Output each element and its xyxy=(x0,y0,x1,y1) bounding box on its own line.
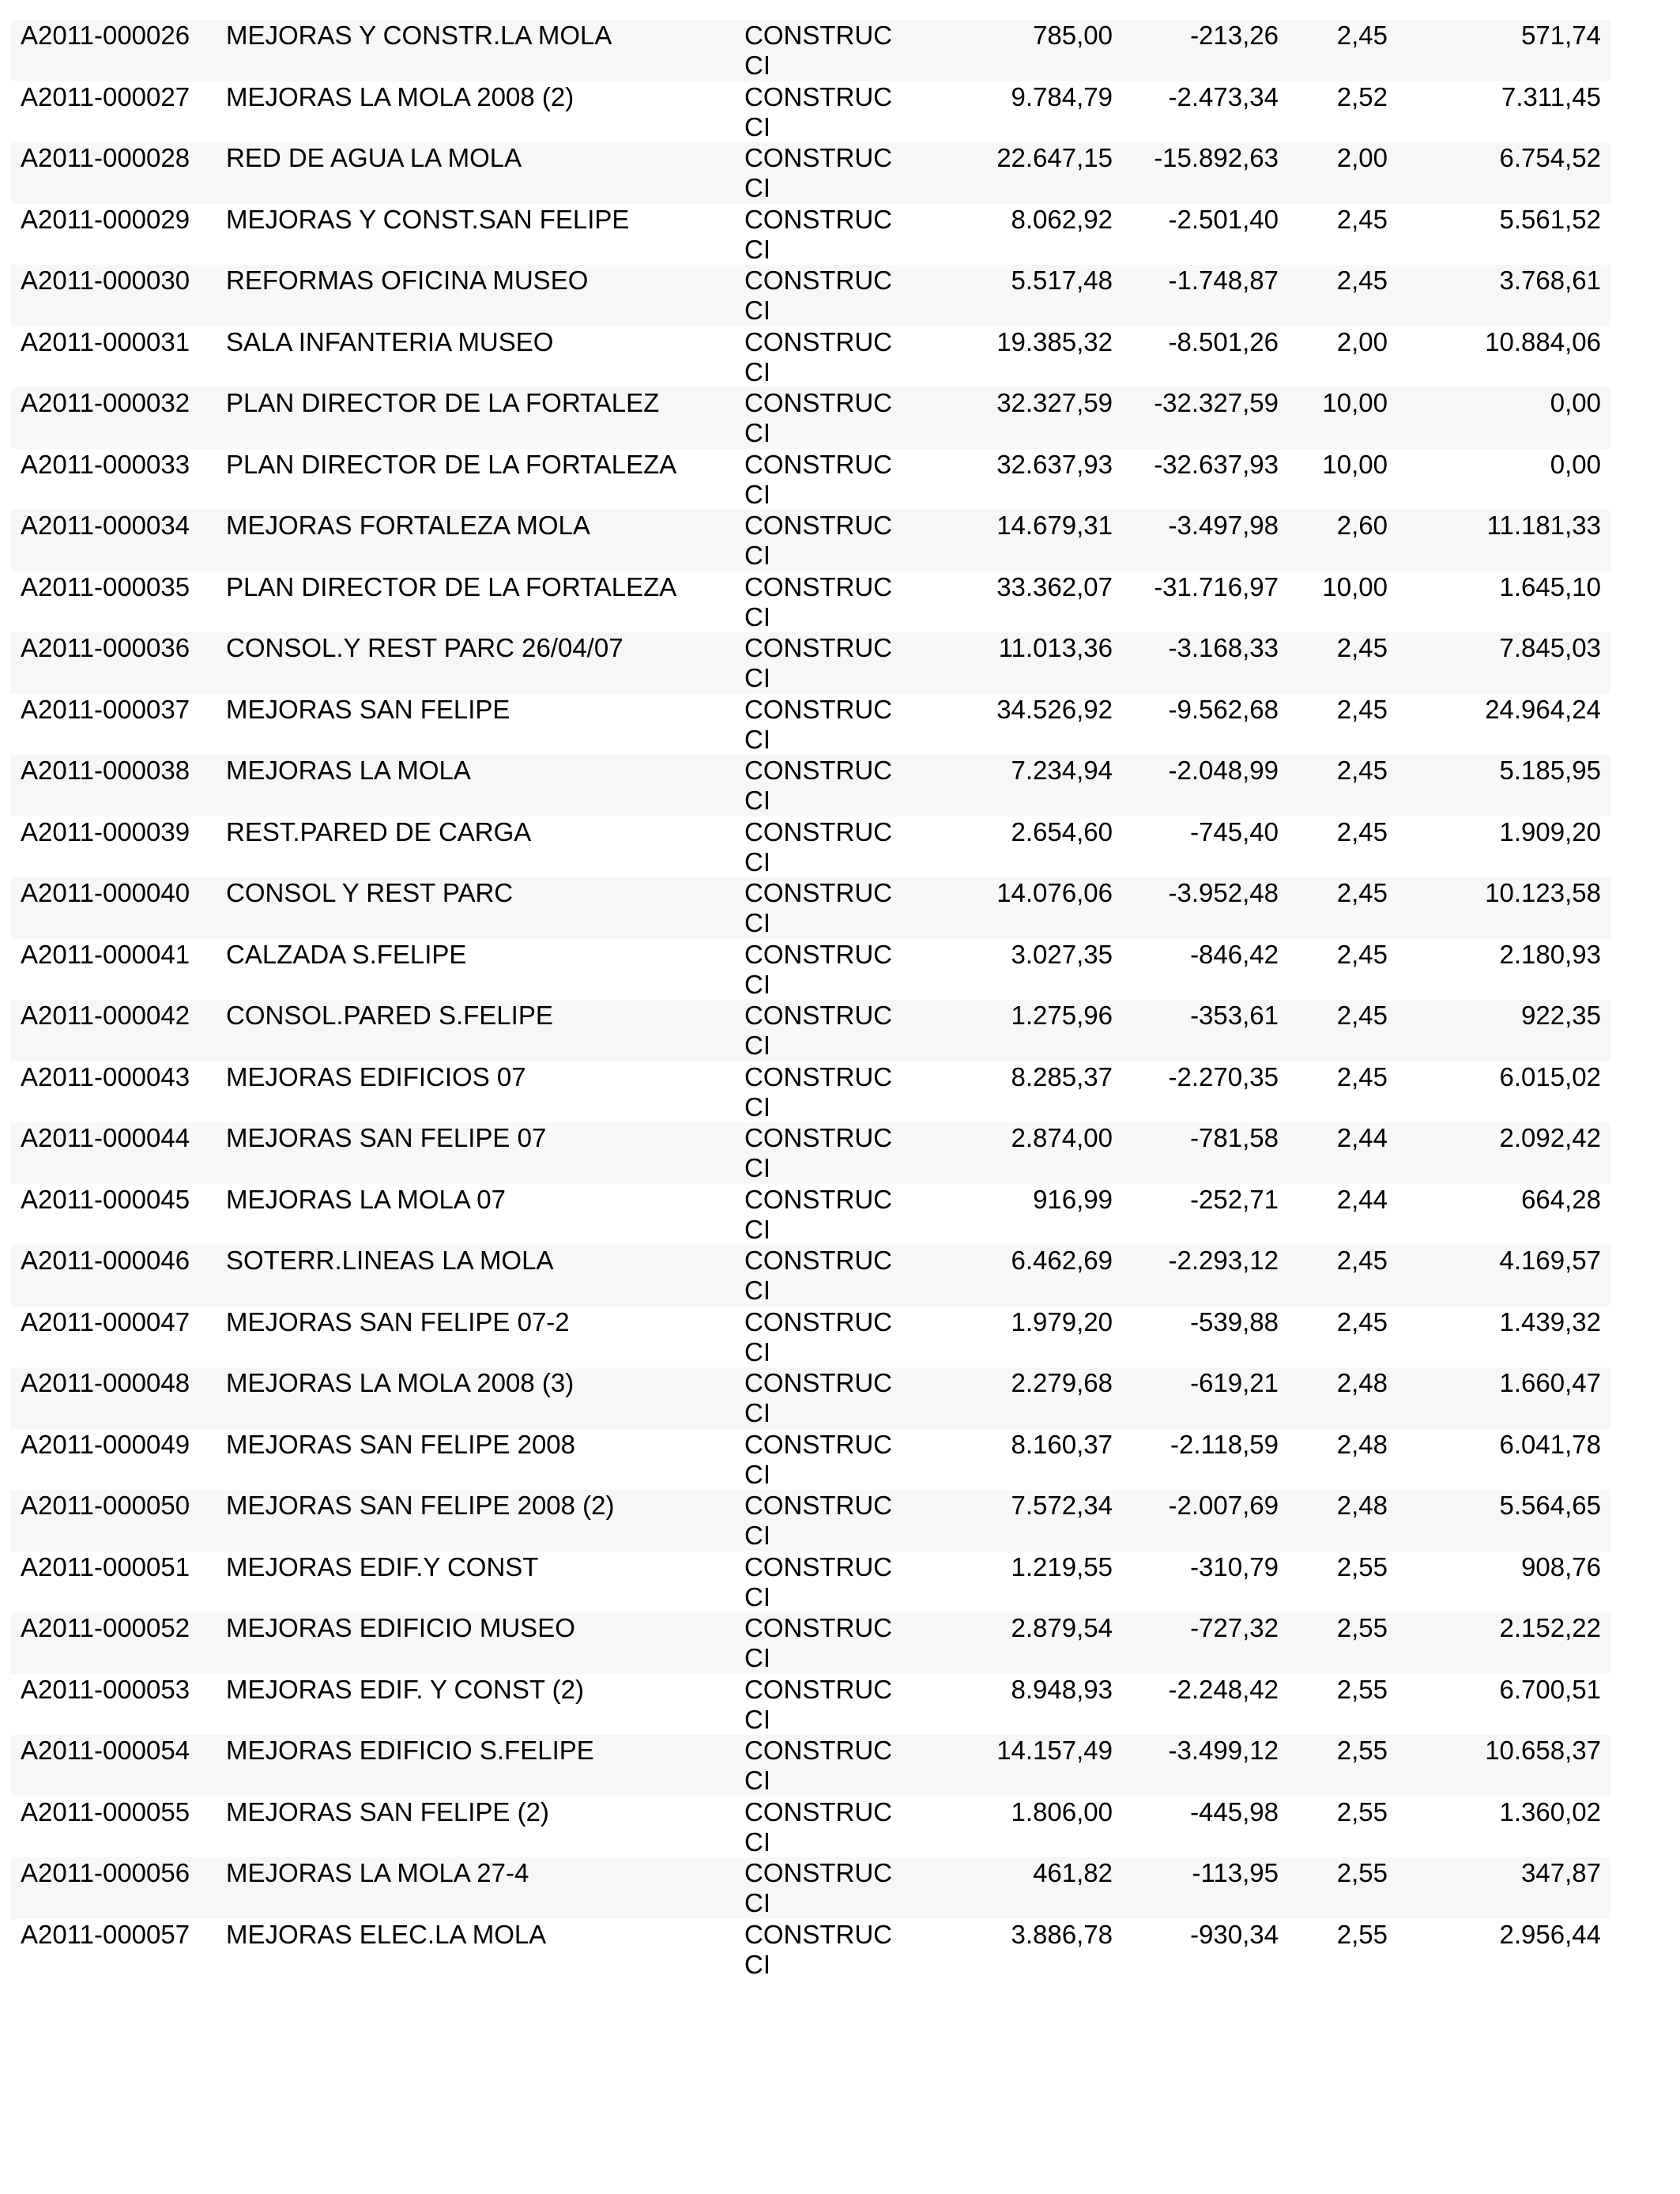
table-row xyxy=(11,1796,1610,1858)
asset-description: MEJORAS ELEC.LA MOLA xyxy=(226,1919,547,1949)
asset-code: A2011-000049 xyxy=(21,1429,190,1459)
net-value: 6.015,02 xyxy=(1499,1061,1601,1091)
asset-description: MEJORAS SAN FELIPE 07 xyxy=(226,1123,547,1152)
asset-description: REST.PARED DE CARGA xyxy=(226,816,532,846)
acquisition-amount: 33.362,07 xyxy=(996,571,1113,601)
depreciation-rate: 2,45 xyxy=(1336,1306,1388,1336)
table-row xyxy=(11,1061,1610,1123)
table-row xyxy=(11,1184,1610,1246)
asset-code: A2011-000026 xyxy=(21,21,190,50)
asset-code: A2011-000051 xyxy=(21,1551,190,1581)
table-row xyxy=(11,1674,1610,1736)
net-value: 5.185,95 xyxy=(1499,756,1601,785)
asset-type: CONSTRUCCI xyxy=(744,1551,892,1612)
acquisition-amount: 1.806,00 xyxy=(1011,1796,1113,1826)
asset-type: CONSTRUCCI xyxy=(744,21,892,80)
net-value: 6.754,52 xyxy=(1499,143,1601,172)
acquisition-amount: 2.879,54 xyxy=(1011,1613,1113,1642)
net-value: 2.956,44 xyxy=(1499,1919,1601,1949)
accumulated-depreciation: -781,58 xyxy=(1190,1123,1279,1152)
asset-type: CONSTRUCCI xyxy=(744,633,892,692)
asset-description: MEJORAS SAN FELIPE (2) xyxy=(226,1796,549,1826)
net-value: 5.564,65 xyxy=(1499,1491,1601,1520)
asset-code: A2011-000030 xyxy=(21,266,190,295)
table-row xyxy=(11,1551,1610,1613)
acquisition-amount: 5.517,48 xyxy=(1011,266,1113,295)
accumulated-depreciation: -2.270,35 xyxy=(1168,1061,1279,1091)
acquisition-amount: 32.637,93 xyxy=(996,449,1113,479)
table-row xyxy=(11,1122,1610,1184)
asset-description: MEJORAS Y CONST.SAN FELIPE xyxy=(226,204,630,234)
accumulated-depreciation: -252,71 xyxy=(1190,1184,1279,1214)
asset-type: CONSTRUCCI xyxy=(744,204,892,264)
asset-description: MEJORAS SAN FELIPE xyxy=(226,694,510,724)
asset-type: CONSTRUCCI xyxy=(744,878,892,937)
depreciation-rate: 2,55 xyxy=(1336,1736,1388,1765)
table-row xyxy=(11,204,1610,266)
asset-description: MEJORAS FORTALEZA MOLA xyxy=(226,511,590,540)
accumulated-depreciation: -3.168,33 xyxy=(1168,633,1279,662)
depreciation-rate: 2,55 xyxy=(1336,1613,1388,1642)
table-row xyxy=(11,1490,1610,1551)
accumulated-depreciation: -539,88 xyxy=(1190,1306,1279,1336)
accumulated-depreciation: -1.748,87 xyxy=(1168,266,1279,295)
net-value: 3.768,61 xyxy=(1499,266,1601,295)
asset-code: A2011-000056 xyxy=(21,1858,190,1887)
asset-type: CONSTRUCCI xyxy=(744,1061,892,1122)
asset-type: CONSTRUCCI xyxy=(744,326,892,386)
net-value: 1.645,10 xyxy=(1499,571,1601,601)
net-value: 908,76 xyxy=(1521,1551,1601,1581)
net-value: 11.181,33 xyxy=(1486,511,1601,540)
depreciation-rate: 2,45 xyxy=(1336,204,1388,234)
asset-code: A2011-000054 xyxy=(21,1736,190,1765)
acquisition-amount: 785,00 xyxy=(1033,21,1113,50)
accumulated-depreciation: -3.952,48 xyxy=(1168,878,1279,907)
asset-type: CONSTRUCCI xyxy=(744,1858,892,1917)
depreciation-rate: 2,52 xyxy=(1336,81,1388,111)
net-value: 0,00 xyxy=(1550,388,1601,417)
asset-type: CONSTRUCCI xyxy=(744,816,892,876)
net-value: 571,74 xyxy=(1521,21,1601,50)
table-row xyxy=(11,877,1610,939)
asset-type: CONSTRUCCI xyxy=(744,571,892,631)
accumulated-depreciation: -3.497,98 xyxy=(1168,511,1279,540)
net-value: 10.658,37 xyxy=(1485,1736,1601,1765)
acquisition-amount: 8.062,92 xyxy=(1011,204,1113,234)
accumulated-depreciation: -2.501,40 xyxy=(1168,204,1279,234)
depreciation-rate: 2,60 xyxy=(1336,511,1388,540)
table-row xyxy=(11,387,1610,449)
asset-code: A2011-000047 xyxy=(21,1306,190,1336)
depreciation-rate: 2,45 xyxy=(1336,878,1388,907)
asset-code: A2011-000035 xyxy=(21,571,190,601)
asset-code: A2011-000028 xyxy=(21,143,190,172)
net-value: 1.909,20 xyxy=(1499,816,1601,846)
acquisition-amount: 2.654,60 xyxy=(1011,816,1113,846)
accumulated-depreciation: -8.501,26 xyxy=(1168,326,1279,356)
accumulated-depreciation: -2.118,59 xyxy=(1170,1429,1279,1459)
depreciation-rate: 2,48 xyxy=(1336,1491,1388,1520)
acquisition-amount: 7.572,34 xyxy=(1011,1491,1113,1520)
net-value: 347,87 xyxy=(1521,1858,1601,1887)
net-value: 7.845,03 xyxy=(1499,633,1601,662)
asset-type: CONSTRUCCI xyxy=(744,1736,892,1795)
net-value: 10.884,06 xyxy=(1485,326,1601,356)
asset-description: MEJORAS EDIF.Y CONST xyxy=(226,1551,539,1581)
table-row xyxy=(11,20,1610,81)
acquisition-amount: 8.948,93 xyxy=(1011,1674,1113,1704)
depreciation-rate: 2,55 xyxy=(1336,1919,1388,1949)
depreciation-rate: 2,55 xyxy=(1336,1674,1388,1704)
depreciation-rate: 2,45 xyxy=(1336,1001,1388,1030)
asset-type: CONSTRUCCI xyxy=(744,1184,892,1244)
table-row xyxy=(11,571,1610,633)
asset-code: A2011-000050 xyxy=(21,1491,190,1520)
table-row xyxy=(11,1919,1610,1981)
asset-code: A2011-000042 xyxy=(21,1001,190,1030)
depreciation-rate: 2,55 xyxy=(1336,1858,1388,1887)
net-value: 4.169,57 xyxy=(1499,1246,1601,1275)
accumulated-depreciation: -745,40 xyxy=(1190,816,1279,846)
accumulated-depreciation: -727,32 xyxy=(1190,1613,1279,1642)
table-row xyxy=(11,1612,1610,1674)
asset-code: A2011-000053 xyxy=(21,1674,190,1704)
table-row xyxy=(11,1735,1610,1796)
depreciation-rate: 10,00 xyxy=(1322,449,1388,479)
accumulated-depreciation: -310,79 xyxy=(1190,1551,1279,1581)
asset-code: A2011-000031 xyxy=(21,326,190,356)
table-row xyxy=(11,449,1610,511)
asset-description: CONSOL.PARED S.FELIPE xyxy=(226,1001,553,1030)
asset-code: A2011-000040 xyxy=(21,878,190,907)
table-row xyxy=(11,1245,1610,1306)
asset-code: A2011-000043 xyxy=(21,1061,190,1091)
asset-type: CONSTRUCCI xyxy=(744,1368,892,1427)
net-value: 1.439,32 xyxy=(1499,1306,1601,1336)
accumulated-depreciation: -32.327,59 xyxy=(1154,388,1279,417)
asset-type: CONSTRUCCI xyxy=(744,1306,892,1367)
table-row xyxy=(11,1429,1610,1491)
depreciation-rate: 2,45 xyxy=(1336,21,1388,50)
asset-type: CONSTRUCCI xyxy=(744,1001,892,1060)
net-value: 2.180,93 xyxy=(1499,939,1601,969)
depreciation-rate: 2,48 xyxy=(1336,1368,1388,1397)
asset-description: MEJORAS SAN FELIPE 2008 xyxy=(226,1429,576,1459)
table-row xyxy=(11,510,1610,571)
asset-code: A2011-000038 xyxy=(21,756,190,785)
acquisition-amount: 1.979,20 xyxy=(1011,1306,1113,1336)
asset-description: CONSOL Y REST PARC xyxy=(226,878,514,907)
depreciation-rate: 2,00 xyxy=(1336,326,1388,356)
net-value: 5.561,52 xyxy=(1499,204,1601,234)
asset-type: CONSTRUCCI xyxy=(744,143,892,202)
asset-description: SOTERR.LINEAS LA MOLA xyxy=(226,1246,554,1275)
table-row xyxy=(11,755,1610,816)
accumulated-depreciation: -930,34 xyxy=(1190,1919,1279,1949)
depreciation-rate: 10,00 xyxy=(1322,388,1388,417)
asset-description: RED DE AGUA LA MOLA xyxy=(226,143,522,172)
asset-type: CONSTRUCCI xyxy=(744,1919,892,1979)
acquisition-amount: 32.327,59 xyxy=(996,388,1113,417)
accumulated-depreciation: -846,42 xyxy=(1190,939,1279,969)
acquisition-amount: 8.285,37 xyxy=(1011,1061,1113,1091)
acquisition-amount: 11.013,36 xyxy=(998,633,1113,662)
asset-type: CONSTRUCCI xyxy=(744,694,892,754)
accumulated-depreciation: -2.473,34 xyxy=(1168,81,1279,111)
asset-description: MEJORAS LA MOLA xyxy=(226,756,471,785)
acquisition-amount: 19.385,32 xyxy=(996,326,1113,356)
table-row xyxy=(11,326,1610,388)
asset-description: MEJORAS LA MOLA 27-4 xyxy=(226,1858,529,1887)
asset-description: CONSOL.Y REST PARC 26/04/07 xyxy=(226,633,623,662)
acquisition-amount: 461,82 xyxy=(1033,1858,1113,1887)
asset-description: MEJORAS EDIFICIO S.FELIPE xyxy=(226,1736,594,1765)
asset-description: MEJORAS EDIF. Y CONST (2) xyxy=(226,1674,584,1704)
acquisition-amount: 916,99 xyxy=(1033,1184,1113,1214)
accumulated-depreciation: -213,26 xyxy=(1190,21,1279,50)
asset-type: CONSTRUCCI xyxy=(744,1796,892,1857)
acquisition-amount: 2.279,68 xyxy=(1011,1368,1113,1397)
asset-description: REFORMAS OFICINA MUSEO xyxy=(226,266,589,295)
table-row xyxy=(11,265,1610,326)
depreciation-rate: 2,00 xyxy=(1336,143,1388,172)
asset-description: MEJORAS LA MOLA 07 xyxy=(226,1184,506,1214)
accumulated-depreciation: -3.499,12 xyxy=(1168,1736,1279,1765)
accumulated-depreciation: -15.892,63 xyxy=(1154,143,1279,172)
asset-type: CONSTRUCCI xyxy=(744,1429,892,1489)
asset-description: MEJORAS EDIFICIO MUSEO xyxy=(226,1613,575,1642)
asset-code: A2011-000052 xyxy=(21,1613,190,1642)
net-value: 922,35 xyxy=(1521,1001,1601,1030)
asset-type: CONSTRUCCI xyxy=(744,511,892,570)
acquisition-amount: 8.160,37 xyxy=(1011,1429,1113,1459)
accumulated-depreciation: -353,61 xyxy=(1190,1001,1279,1030)
asset-description: PLAN DIRECTOR DE LA FORTALEZA xyxy=(226,449,677,479)
accumulated-depreciation: -445,98 xyxy=(1190,1796,1279,1826)
depreciation-rate: 2,45 xyxy=(1336,694,1388,724)
table-row xyxy=(11,1306,1610,1368)
asset-type: CONSTRUCCI xyxy=(744,939,892,999)
net-value: 7.311,45 xyxy=(1501,81,1601,111)
accumulated-depreciation: -32.637,93 xyxy=(1154,449,1279,479)
asset-description: MEJORAS SAN FELIPE 07-2 xyxy=(226,1306,570,1336)
net-value: 6.041,78 xyxy=(1499,1429,1601,1459)
asset-type: CONSTRUCCI xyxy=(744,449,892,509)
net-value: 2.152,22 xyxy=(1499,1613,1601,1642)
depreciation-rate: 10,00 xyxy=(1322,571,1388,601)
net-value: 2.092,42 xyxy=(1499,1123,1601,1152)
acquisition-amount: 6.462,69 xyxy=(1011,1246,1113,1275)
depreciation-rate: 2,45 xyxy=(1336,1061,1388,1091)
asset-code: A2011-000044 xyxy=(21,1123,190,1152)
asset-type: CONSTRUCCI xyxy=(744,266,892,325)
acquisition-amount: 1.219,55 xyxy=(1011,1551,1113,1581)
table-row xyxy=(11,1367,1610,1429)
asset-code: A2011-000057 xyxy=(21,1919,190,1949)
asset-type: CONSTRUCCI xyxy=(744,81,892,141)
asset-code: A2011-000055 xyxy=(21,1796,190,1826)
table-row xyxy=(11,1857,1610,1919)
asset-code: A2011-000045 xyxy=(21,1184,190,1214)
accumulated-depreciation: -2.048,99 xyxy=(1168,756,1279,785)
accumulated-depreciation: -2.007,69 xyxy=(1168,1491,1279,1520)
acquisition-amount: 22.647,15 xyxy=(996,143,1113,172)
asset-type: CONSTRUCCI xyxy=(744,1491,892,1550)
depreciation-rate: 2,45 xyxy=(1336,816,1388,846)
table-row xyxy=(11,816,1610,878)
table-row xyxy=(11,1000,1610,1061)
asset-description: MEJORAS EDIFICIOS 07 xyxy=(226,1061,526,1091)
acquisition-amount: 14.679,31 xyxy=(996,511,1113,540)
net-value: 1.360,02 xyxy=(1499,1796,1601,1826)
depreciation-rate: 2,48 xyxy=(1336,1429,1388,1459)
net-value: 6.700,51 xyxy=(1499,1674,1601,1704)
asset-code: A2011-000039 xyxy=(21,816,190,846)
asset-code: A2011-000027 xyxy=(21,81,190,111)
acquisition-amount: 3.027,35 xyxy=(1011,939,1113,969)
table-row xyxy=(11,142,1610,204)
accumulated-depreciation: -2.248,42 xyxy=(1168,1674,1279,1704)
acquisition-amount: 7.234,94 xyxy=(1011,756,1113,785)
net-value: 24.964,24 xyxy=(1485,694,1601,724)
asset-code: A2011-000041 xyxy=(21,939,190,969)
accumulated-depreciation: -9.562,68 xyxy=(1168,694,1279,724)
net-value: 664,28 xyxy=(1521,1184,1601,1214)
asset-type: CONSTRUCCI xyxy=(744,388,892,447)
acquisition-amount: 9.784,79 xyxy=(1011,81,1113,111)
asset-description: MEJORAS Y CONSTR.LA MOLA xyxy=(226,21,612,50)
asset-code: A2011-000033 xyxy=(21,449,190,479)
asset-table xyxy=(11,20,1610,1980)
asset-description: PLAN DIRECTOR DE LA FORTALEZA xyxy=(226,571,677,601)
acquisition-amount: 2.874,00 xyxy=(1011,1123,1113,1152)
depreciation-rate: 2,45 xyxy=(1336,633,1388,662)
table-row xyxy=(11,694,1610,756)
table-row xyxy=(11,939,1610,1001)
asset-type: CONSTRUCCI xyxy=(744,756,892,815)
depreciation-rate: 2,45 xyxy=(1336,266,1388,295)
accumulated-depreciation: -31.716,97 xyxy=(1154,571,1279,601)
depreciation-rate: 2,55 xyxy=(1336,1551,1388,1581)
asset-description: CALZADA S.FELIPE xyxy=(226,939,467,969)
acquisition-amount: 34.526,92 xyxy=(996,694,1113,724)
asset-type: CONSTRUCCI xyxy=(744,1674,892,1734)
depreciation-rate: 2,44 xyxy=(1336,1123,1388,1152)
asset-description: MEJORAS SAN FELIPE 2008 (2) xyxy=(226,1491,615,1520)
accumulated-depreciation: -619,21 xyxy=(1190,1368,1279,1397)
asset-type: CONSTRUCCI xyxy=(744,1613,892,1672)
asset-type: CONSTRUCCI xyxy=(744,1123,892,1182)
acquisition-amount: 14.157,49 xyxy=(996,1736,1113,1765)
depreciation-rate: 2,45 xyxy=(1336,939,1388,969)
asset-type: CONSTRUCCI xyxy=(744,1246,892,1305)
accumulated-depreciation: -2.293,12 xyxy=(1168,1246,1279,1275)
acquisition-amount: 3.886,78 xyxy=(1011,1919,1113,1949)
asset-code: A2011-000036 xyxy=(21,633,190,662)
asset-description: MEJORAS LA MOLA 2008 (2) xyxy=(226,81,574,111)
depreciation-rate: 2,44 xyxy=(1336,1184,1388,1214)
asset-code: A2011-000046 xyxy=(21,1246,190,1275)
table-row xyxy=(11,81,1610,143)
asset-code: A2011-000032 xyxy=(21,388,190,417)
asset-code: A2011-000034 xyxy=(21,511,190,540)
asset-description: PLAN DIRECTOR DE LA FORTALEZ xyxy=(226,388,660,417)
depreciation-rate: 2,45 xyxy=(1336,1246,1388,1275)
accumulated-depreciation: -113,95 xyxy=(1192,1858,1279,1887)
asset-code: A2011-000029 xyxy=(21,204,190,234)
asset-description: MEJORAS LA MOLA 2008 (3) xyxy=(226,1368,574,1397)
net-value: 1.660,47 xyxy=(1499,1368,1601,1397)
net-value: 10.123,58 xyxy=(1485,878,1601,907)
asset-code: A2011-000037 xyxy=(21,694,190,724)
asset-description: SALA INFANTERIA MUSEO xyxy=(226,326,554,356)
depreciation-rate: 2,55 xyxy=(1336,1796,1388,1826)
net-value: 0,00 xyxy=(1550,449,1601,479)
depreciation-rate: 2,45 xyxy=(1336,756,1388,785)
acquisition-amount: 1.275,96 xyxy=(1011,1001,1113,1030)
table-row xyxy=(11,632,1610,694)
acquisition-amount: 14.076,06 xyxy=(996,878,1113,907)
asset-code: A2011-000048 xyxy=(21,1368,190,1397)
